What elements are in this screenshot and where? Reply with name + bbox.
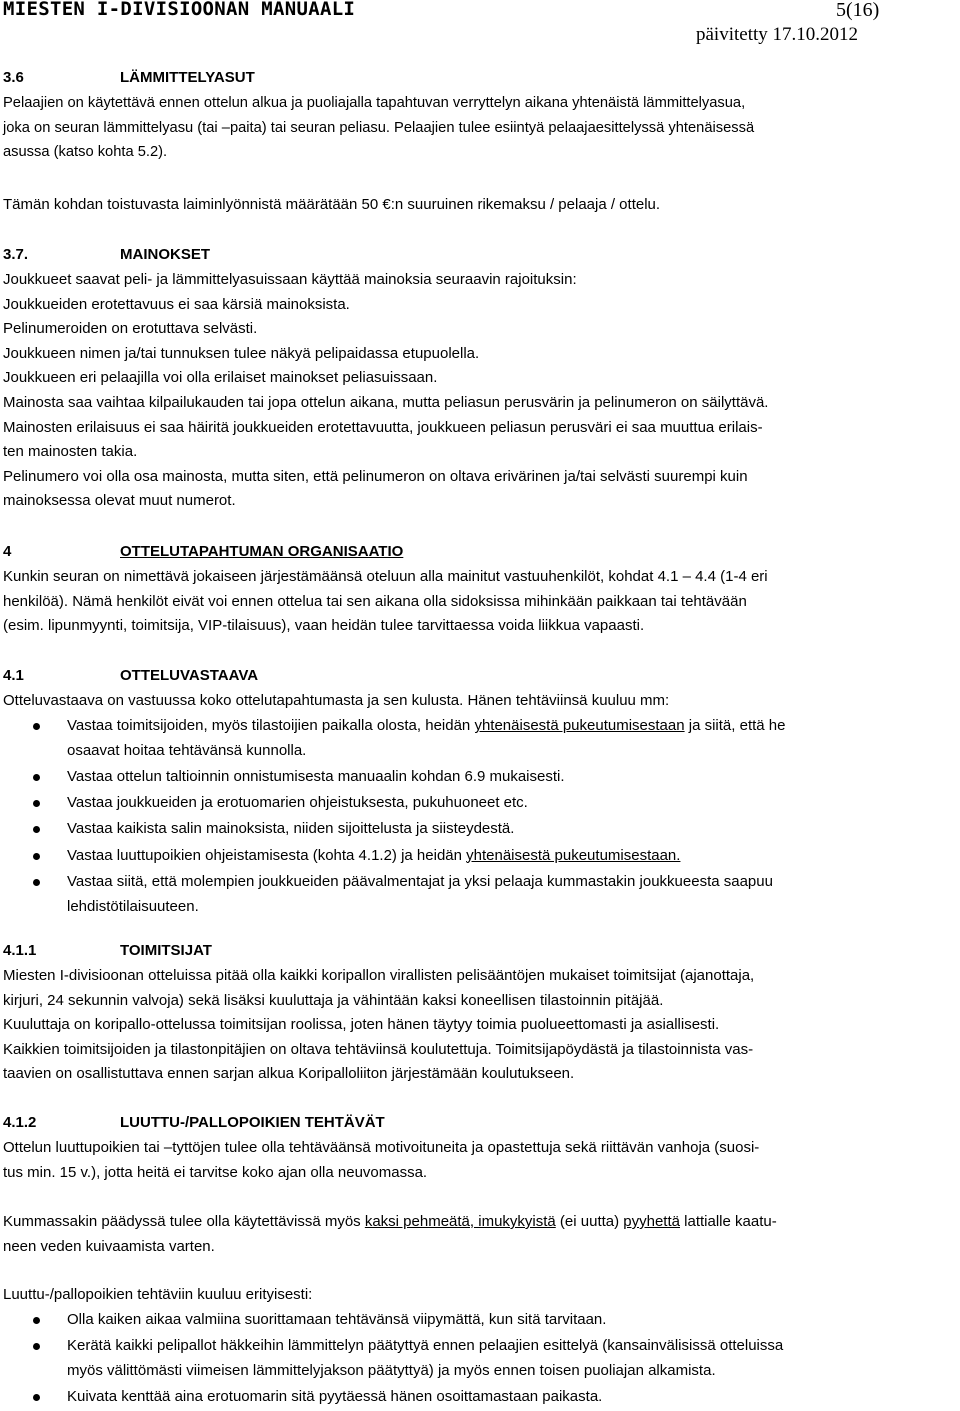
paragraph-line: henkilöä). Nämä henkilöt eivät voi ennen ottelua tai sen aikana olla sidoksissa mihinkään paikkaan tai tehtävään <box>3 592 747 610</box>
list-item-text: myös välittömästi viimeisen lämmittelyjakson päätyttyä) ja myös ennen toisen puoliajan alkamista. <box>67 1361 716 1379</box>
section-4-1-1-heading <box>3 939 212 964</box>
bullet-icon <box>33 774 40 781</box>
list-item-text: Kuivata kenttää aina erotuomarin sitä pyytäessä hänen osoittamastaan paikasta. <box>67 1388 603 1406</box>
section-4-1-1-body <box>3 964 958 1087</box>
paragraph-line: mainoksessa olevat muut numerot. <box>3 492 236 510</box>
section-title: OTTELUVASTAAVA <box>120 667 259 684</box>
section-4-1-2-paragraph-2 <box>3 1210 958 1259</box>
bullet-icon <box>33 853 40 860</box>
paragraph-line: Pelinumero voi olla osa mainosta, mutta siten, että pelinumeron on oltava erivärinen ja/tai selvästi suurempi kuin <box>3 467 748 485</box>
section-4-body <box>3 565 958 639</box>
section-title: LÄMMITTELYASUT <box>120 69 255 86</box>
paragraph-line: Luuttu-/pallopoikien tehtäviin kuuluu erityisesti: <box>3 1286 313 1303</box>
paragraph-line: taavien on osallistuttava ennen sarjan alkua Koripalloliiton järjestämään koulutukseen. <box>3 1065 575 1083</box>
underlined-text: pyyhettä <box>623 1213 680 1230</box>
paragraph-line: Kuuluttaja on koripallo-ottelussa toimitsijan roolissa, joten hänen täytyy toimia puolueettomasti ja asiallisesti. <box>3 1016 720 1034</box>
section-4-1-2-paragraph-1 <box>3 1136 958 1185</box>
list-item-text: osaavat hoitaa tehtävänsä kunnolla. <box>67 741 307 759</box>
list-item-text: Vastaa siitä, että molempien joukkueiden päävalmentajat ja yksi pelaaja kummastakin joukkueesta saapuu <box>67 873 773 890</box>
luuttupojat-duties-list <box>0 1308 960 1411</box>
section-title: LUUTTU-/PALLOPOIKIEN TEHTÄVÄT <box>120 1114 385 1131</box>
section-number: 3.6 <box>3 69 24 86</box>
fine-paragraph <box>3 193 958 218</box>
section-3-6-heading <box>3 66 255 91</box>
duties-intro <box>3 1283 958 1308</box>
section-number: 3.7. <box>3 246 29 263</box>
paragraph-line: Kunkin seuran on nimettävä jokaiseen järjestämäänsä oteluun alla mainitut vastuuhenkilöt, kohdat 4.1 – 4.4 (1-4 eri <box>3 568 768 585</box>
list-item <box>0 1334 960 1383</box>
section-4-1-intro <box>3 689 958 714</box>
list-item-text: Olla kaiken aikaa valmiina suorittamaan tehtävänsä viipymättä, kun sitä tarvitaan. <box>67 1311 607 1328</box>
section-number: 4.1.2 <box>3 1114 37 1131</box>
paragraph-line: kirjuri, 24 sekunnin valvoja) sekä lisäksi kuuluttaja ja vähintään kaksi koneellisen tilastoinnin pitäjää. <box>3 991 664 1009</box>
paragraph-line: Ottelun luuttupoikien tai –tyttöjen tulee olla tehtäväänsä motivoituneita ja opastettuja sekä riittävän vanhoja (suosi- <box>3 1139 760 1156</box>
list-item <box>0 765 960 790</box>
updated-date: päivitetty 17.10.2012 <box>696 24 859 45</box>
bullet-icon <box>33 879 40 886</box>
section-4-1-heading <box>3 664 258 689</box>
list-item-text: Vastaa kaikista salin mainoksista, niiden sijoittelusta ja siisteydestä. <box>67 820 515 838</box>
section-4-heading <box>3 540 403 565</box>
page-number: 5(16) <box>836 0 880 21</box>
paragraph-line: Miesten I-divisioonan otteluissa pitää olla kaikki koripallon virallisten pelisääntöjen mukaiset toimitsijat (ajanottaja, <box>3 967 755 984</box>
paragraph-line: Pelaajien on käytettävä ennen ottelun alkua ja puoliajalla tapahtuvan verryttelyn aikana yhtenäistä lämmittelyasua, <box>3 95 746 111</box>
underlined-text: kaksi pehmeätä, imukykyistä <box>364 1213 556 1230</box>
list-item <box>0 714 960 763</box>
bullet-icon <box>33 800 40 807</box>
section-3-6-body <box>3 91 958 165</box>
paragraph-line: Joukkueet saavat peli- ja lämmittelyasuissaan käyttää mainoksia seuraavin rajoituksin: <box>3 271 577 288</box>
paragraph-line: asussa (katso kohta 5.2). <box>3 144 168 161</box>
paragraph-line: Mainosten erilaisuus ei saa häiritä joukkueiden erotettavuutta, joukkueen peliasun perusväri ei saa muuttua erilais- <box>3 418 763 436</box>
paragraph-text: lattialle kaatu- <box>680 1213 777 1230</box>
manual-title: MIESTEN I-DIVISIOONAN MANUAALI <box>3 0 356 20</box>
paragraph-line: Tämän kohdan toistuvasta laiminlyönnistä määrätään 50 €:n suuruinen rikemaksu / pelaaja / ottelu. <box>3 196 661 213</box>
paragraph-line: Pelinumeroiden on erotuttava selvästi. <box>3 320 258 338</box>
list-item-text: Vastaa luuttupoikien ohjeistamisesta (kohta 4.1.2) ja heidän <box>67 846 467 864</box>
underlined-text: yhtenäisestä pukeutumisestaan <box>474 717 685 734</box>
paragraph-line: Kaikkien toimitsijoiden ja tilastonpitäjien on oltava tehtäviinsä koulutettuja. Toimitsijapöydästä ja tilastoinnista vas- <box>3 1040 754 1058</box>
list-item <box>0 817 960 842</box>
section-number: 4.1.1 <box>3 942 37 959</box>
section-title: MAINOKSET <box>120 246 210 263</box>
paragraph-line: (esim. lipunmyynti, toimitsija, VIP-tilaisuus), vaan heidän tulee tarvittaessa voida liikkua vapaasti. <box>3 617 645 635</box>
bullet-icon <box>33 723 40 730</box>
list-item <box>0 791 960 816</box>
section-title: TOIMITSIJAT <box>120 942 212 959</box>
paragraph-line: joka on seuran lämmittelyasu (tai –paita) tai seuran peliasu. Pelaajien tulee esiintyä pelaajaesittelyssä yhtenäisessä <box>3 119 755 136</box>
paragraph-line: tus min. 15 v.), jotta heitä ei tarvitse koko ajan olla neuvomassa. <box>3 1163 428 1181</box>
paragraph-text: (ei uutta) <box>555 1213 624 1230</box>
paragraph-line: ten mainosten takia. <box>3 443 138 461</box>
paragraph-line: neen veden kuivaamista varten. <box>3 1237 215 1255</box>
paragraph-line: Mainosta saa vaihtaa kilpailukauden tai jopa ottelun aikana, mutta peliasun perusvärin ja pelinumeron on säilyttävä. <box>3 393 769 411</box>
paragraph-line: Joukkueen eri pelaajilla voi olla erilaiset mainokset peliasuissaan. <box>3 369 438 387</box>
paragraph-text: Kummassakin päädyssä tulee olla käytettävissä myös <box>3 1213 365 1230</box>
list-item <box>0 844 960 869</box>
paragraph-line: Otteluvastaava on vastuussa koko ottelutapahtumasta ja sen kulusta. Hänen tehtäviinsä kuuluu mm: <box>3 692 670 709</box>
underlined-text: yhtenäisestä pukeutumisestaan. <box>466 846 681 864</box>
section-number: 4 <box>3 543 12 560</box>
list-item <box>0 1308 960 1333</box>
section-3-7-heading <box>3 243 210 268</box>
list-item-text: ja siitä, että he <box>684 717 786 734</box>
list-item-text: Vastaa toimitsijoiden, myös tilastoijien paikalla olosta, heidän <box>67 717 475 734</box>
list-item-text: Vastaa ottelun taltioinnin onnistumisesta manuaalin kohdan 6.9 mukaisesti. <box>67 767 565 785</box>
bullet-icon <box>33 1317 40 1324</box>
list-item-text: Kerätä kaikki pelipallot häkkeihin lämmittelyn päätyttyä ennen pelaajien esittelyä (kansainvälisissä otteluissa <box>67 1337 784 1355</box>
list-item-text: lehdistötilaisuuteen. <box>67 897 199 915</box>
section-number: 4.1 <box>3 667 24 684</box>
section-3-7-body <box>3 268 958 514</box>
paragraph-line: Joukkueen nimen ja/tai tunnuksen tulee näkyä pelipaidassa etupuolella. <box>3 344 480 362</box>
list-item <box>0 870 960 919</box>
bullet-icon <box>33 1394 40 1401</box>
paragraph-line: Joukkueiden erotettavuus ei saa kärsiä mainoksista. <box>3 295 350 313</box>
list-item <box>0 1385 960 1410</box>
list-item-text: Vastaa joukkueiden ja erotuomarien ohjeistuksesta, pukuhuoneet etc. <box>67 794 528 812</box>
bullet-icon <box>33 826 40 833</box>
otteluvastaava-duties-list <box>0 714 960 921</box>
bullet-icon <box>33 1343 40 1350</box>
section-4-1-2-heading <box>3 1111 385 1136</box>
section-title: OTTELUTAPAHTUMAN ORGANISAATIO <box>120 543 404 560</box>
